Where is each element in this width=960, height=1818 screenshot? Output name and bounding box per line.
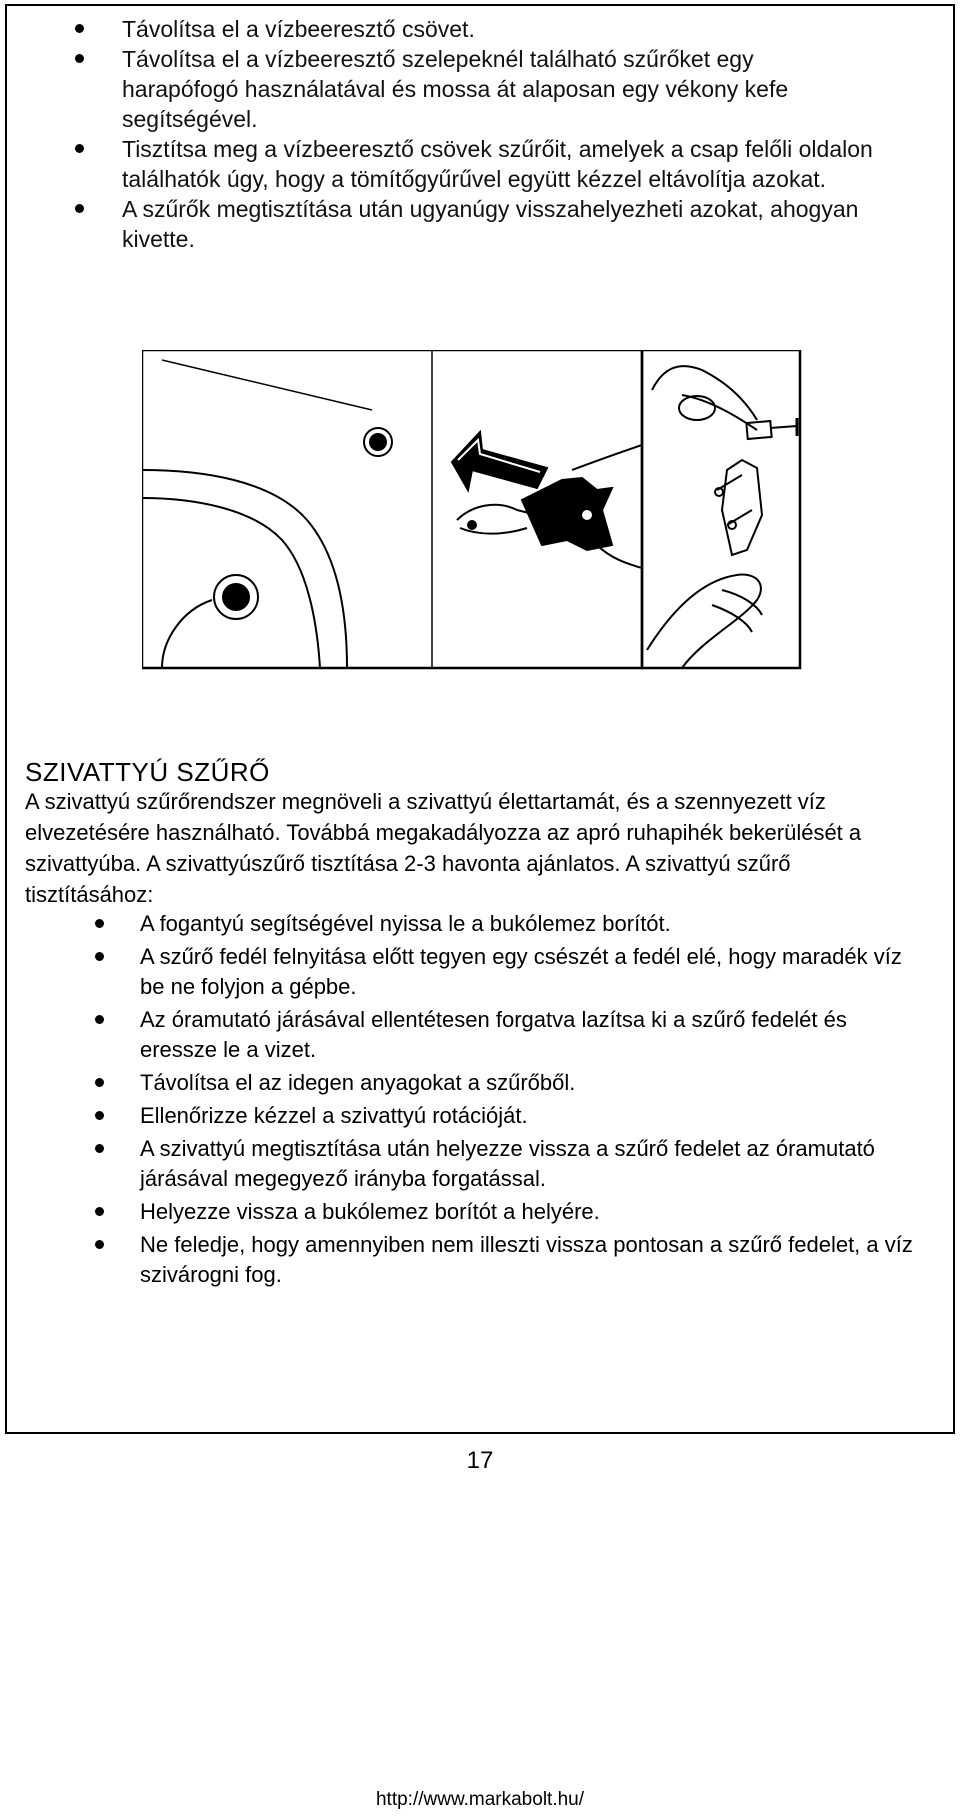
bullet-icon [95, 952, 104, 961]
filter-removal-illustration [142, 350, 802, 670]
bullet-icon [95, 1015, 104, 1024]
list-item: Az óramutató járásával ellentétesen forgatva lazítsa ki a szűrő fedelét és eressze le a vizet. [95, 1005, 915, 1065]
filter-instructions-list [75, 14, 875, 254]
bullet-icon [95, 1240, 104, 1249]
page-number: 17 [466, 1447, 494, 1474]
list-item: Ellenőrizze kézzel a szivattyú rotációját. [95, 1101, 915, 1131]
list-item: Távolítsa el az idegen anyagokat a szűrőből. [95, 1068, 915, 1098]
list-item: Távolítsa el a vízbeeresztő szelepeknél található szűrőket egy harapófogó használatával és mossa át alaposan egy vékony kefe segítségével. [75, 44, 875, 134]
bullet-icon [75, 144, 84, 153]
footer-url[interactable]: http://www.markabolt.hu/ [375, 1789, 585, 1810]
bullet-icon [95, 1078, 104, 1087]
bullet-icon [75, 204, 84, 213]
bullet-icon [95, 1111, 104, 1120]
list-item: A szűrők megtisztítása után ugyanúgy visszahelyezheti azokat, ahogyan kivette. [75, 194, 875, 254]
section-intro: A szivattyú szűrőrendszer megnöveli a szivattyú élettartamát, és a szennyezett víz elvezetésére használható. Továbbá megakadályozza az apró ruhapihék bekerülését a szivattyúba. A szivattyúszűrő tisztítása 2-3 havonta ajánlatos. A szivattyú szűrő tisztításához: [25, 789, 862, 907]
pump-filter-steps-list [95, 909, 915, 1293]
bullet-icon [75, 24, 84, 33]
list-item: Ne feledje, hogy amennyiben nem illeszti vissza pontosan a szűrő fedelet, a víz szivárogni fog. [95, 1230, 915, 1290]
list-item: A fogantyú segítségével nyissa le a bukólemez borítót. [95, 909, 915, 939]
list-item: Tisztítsa meg a vízbeeresztő csövek szűrőit, amelyek a csap felőli oldalon találhatók úgy, hogy a tömítőgyűrűvel együtt kézzel eltávolítja azokat. [75, 134, 875, 194]
list-item: Távolítsa el a vízbeeresztő csövet. [75, 14, 875, 44]
bullet-icon [95, 919, 104, 928]
bullet-icon [95, 1144, 104, 1153]
list-item: A szivattyú megtisztítása után helyezze vissza a szűrő fedelet az óramutató járásával megegyező irányba forgatással. [95, 1134, 915, 1194]
list-item: A szűrő fedél felnyitása előtt tegyen egy csészét a fedél elé, hogy maradék víz be ne folyjon a gépbe. [95, 942, 915, 1002]
bullet-icon [95, 1207, 104, 1216]
section-title: SZIVATTYÚ SZŰRŐ [25, 757, 270, 787]
bullet-icon [75, 54, 84, 63]
list-item: Helyezze vissza a bukólemez borítót a helyére. [95, 1197, 915, 1227]
